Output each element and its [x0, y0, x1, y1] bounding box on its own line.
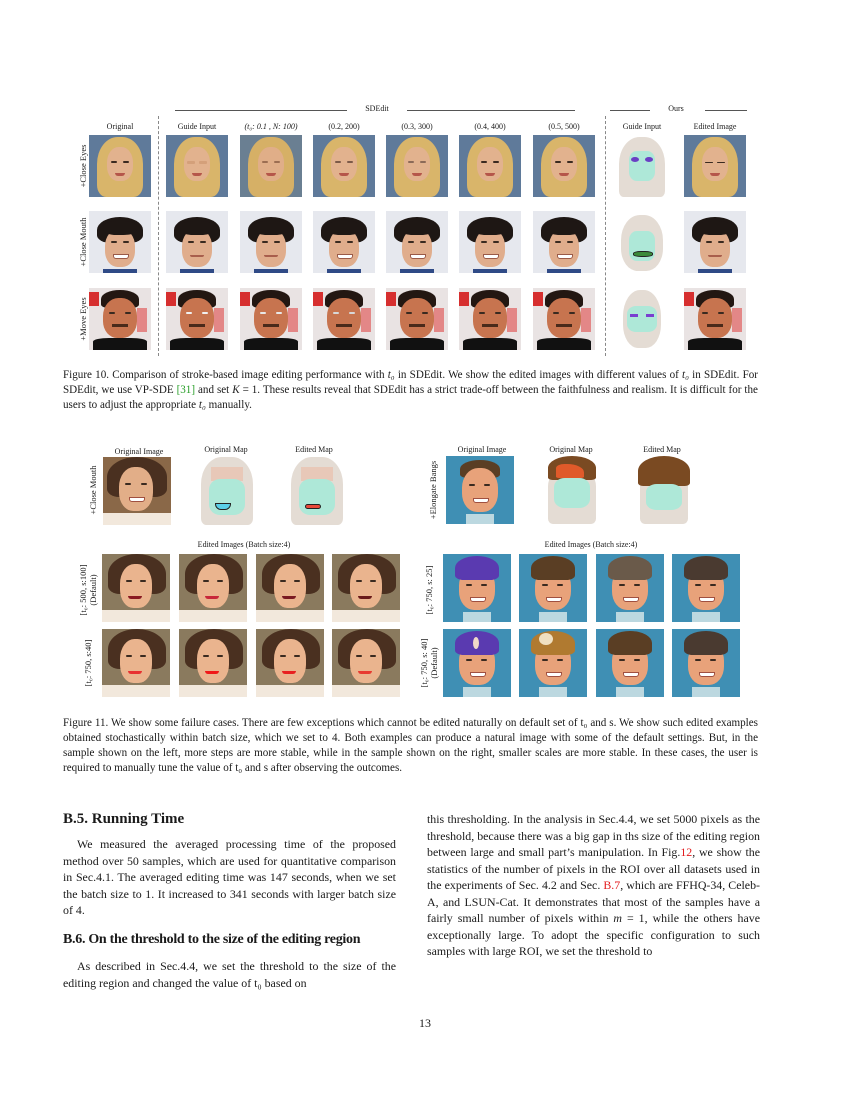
- f11-right-grid-r1-c3: [596, 554, 664, 622]
- fig10-img-r1-sdedit-0.5: [533, 135, 595, 197]
- f11-left-header-original-map: Original Map: [204, 445, 248, 454]
- sdedit-group-label: SDEdit: [365, 104, 389, 113]
- ours-rule-right: [705, 110, 747, 111]
- f11-left-header-edited-map: Edited Map: [295, 445, 333, 454]
- section-b5-heading: B.5. Running Time: [63, 811, 185, 827]
- section-b7-link[interactable]: B.7: [603, 878, 621, 892]
- fig10-img-r3-sdedit-0.4: [459, 288, 521, 350]
- fig10-img-r2-sdedit-0.4: [459, 211, 521, 273]
- f11-left-original-image: [103, 457, 171, 525]
- fig10-img-r2-sdedit-0.2: [313, 211, 375, 273]
- ours-rule-left: [610, 110, 650, 111]
- f11-left-batch-label: Edited Images (Batch size:4): [197, 540, 291, 549]
- separator-ours: [605, 116, 606, 356]
- f11-left-row-label: +Close Mouth: [88, 465, 99, 515]
- fig10-img-r3-sdedit-0.5: [533, 288, 595, 350]
- fig10-img-r2-original: [89, 211, 151, 273]
- f11-right-grid-r1-c2: [519, 554, 587, 622]
- fig10-img-r2-guide: [166, 211, 228, 273]
- col-header-original: Original: [106, 122, 134, 131]
- row-label-close-eyes: +Close Eyes: [78, 144, 89, 188]
- citation-link[interactable]: [31]: [176, 384, 196, 396]
- sdedit-rule-right: [407, 110, 575, 111]
- f11-right-header-original-map: Original Map: [549, 445, 593, 454]
- fig10-img-r1-sdedit-0.4: [459, 135, 521, 197]
- f11-left-grid-r1-c1: [102, 554, 170, 622]
- f11-right-original-map: [540, 456, 604, 524]
- f11-left-grid-row2-label: [t₀: 750, s:40]: [83, 639, 94, 687]
- f11-right-grid-row1-label: [t₀: 750, s: 25]: [424, 565, 435, 615]
- fig10-img-r2-sdedit-0.5: [533, 211, 595, 273]
- row-label-move-eyes: +Move Eyes: [78, 297, 89, 341]
- f11-left-header-original: Original Image: [114, 447, 164, 456]
- right-column-text: this thresholding. In the analysis in Sec.4.4, we set 5000 pixels as the threshold, because there was a big gap in ths size of the editing region between large and small part’s manipulation. In Fig.12, we show the statistics of the number of pixels in the ROI over all datasets used in the experiments of Sec. 4.2 and Sec. B.7, which are FFHQ-34, Celeb-A, and LSUN-Cat. It demonstrates that most of the samples have a fairly small number of pixels within m = 1, while the others have exceptionally large. To adopt the specific configuration to such samples with large ROI, we set the threshold to: [427, 812, 761, 958]
- fig10-img-r3-guide: [166, 288, 228, 350]
- fig10-img-r3-original: [89, 288, 151, 350]
- fig10-img-r1-guide: [166, 135, 228, 197]
- f11-right-grid-r2-c3: [596, 629, 664, 697]
- f11-left-grid-r1-c2: [179, 554, 247, 622]
- fig10-img-r1-original: [89, 135, 151, 197]
- f11-right-edited-map: [632, 456, 696, 524]
- fig10-img-r3-ours-edited: [684, 288, 746, 350]
- f11-right-grid-r2-c2: [519, 629, 587, 697]
- col-header-0.5: (0.5, 500): [548, 122, 580, 131]
- f11-left-grid-r2-c1: [102, 629, 170, 697]
- fig10-img-r2-sdedit-0.3: [386, 211, 448, 273]
- f11-right-grid-row2-label: [t₀: 750, s: 40] (Default): [419, 638, 439, 688]
- page-number: 13: [419, 1016, 431, 1030]
- f11-right-grid-r2-c4: [672, 629, 740, 697]
- f11-right-row-label: +Elongate Bangs: [428, 460, 439, 520]
- f11-left-grid-row1-label: [t₀: 500, s:100] (Default): [78, 564, 98, 616]
- f11-left-grid-r2-c2: [179, 629, 247, 697]
- figure-10-caption: Figure 10. Comparison of stroke-based image editing performance with t₀ in SDEdit. We show the edited images with different values of t₀ in SDEdit. For SDEdit, we use VP-SDE [31] and set K = 1. These results reveal that SDEdit has a strict trade-off between the faithfulness and realism. It is difficult for the users to adjust the appropriate t₀ manually.: [63, 369, 758, 411]
- separator-original: [158, 116, 159, 356]
- section-b6-heading: B.6. On the threshold to the size of the editing region: [63, 932, 361, 947]
- f11-right-batch-label: Edited Images (Batch size:4): [544, 540, 638, 549]
- fig10-img-r3-ours-guide-map: [611, 288, 673, 350]
- col-header-t0-0.1: (t₀: 0.1 , N: 100): [244, 122, 298, 131]
- f11-right-grid-r1-c4: [672, 554, 740, 622]
- fig10-img-r1-ours-edited: [684, 135, 746, 197]
- fig-12-link[interactable]: 12: [680, 845, 693, 859]
- col-header-0.3: (0.3, 300): [401, 122, 433, 131]
- col-header-guide-input: Guide Input: [177, 122, 217, 131]
- sdedit-rule-left: [175, 110, 347, 111]
- f11-left-grid-r1-c3: [256, 554, 324, 622]
- f11-left-edited-map: [285, 457, 349, 525]
- f11-right-header-original: Original Image: [457, 445, 507, 454]
- col-header-ours-guide-input: Guide Input: [622, 122, 662, 131]
- f11-left-grid-r2-c3: [256, 629, 324, 697]
- fig10-img-r2-ours-guide-map: [611, 211, 673, 273]
- f11-right-grid-r2-c1: [443, 629, 511, 697]
- col-header-edited-image: Edited Image: [693, 122, 737, 131]
- fig10-img-r1-sdedit-0.1: [240, 135, 302, 197]
- fig10-img-r3-sdedit-0.3: [386, 288, 448, 350]
- row-label-close-mouth: +Close Mouth: [78, 217, 89, 267]
- fig10-img-r1-sdedit-0.2: [313, 135, 375, 197]
- fig10-img-r1-sdedit-0.3: [386, 135, 448, 197]
- col-header-0.2: (0.2, 200): [328, 122, 360, 131]
- fig10-img-r2-ours-edited: [684, 211, 746, 273]
- fig10-img-r2-sdedit-0.1: [240, 211, 302, 273]
- ours-group-label: Ours: [668, 104, 684, 113]
- fig10-img-r3-sdedit-0.1: [240, 288, 302, 350]
- col-header-0.4: (0.4, 400): [474, 122, 506, 131]
- f11-right-grid-r1-c1: [443, 554, 511, 622]
- fig10-img-r1-ours-guide-map: [611, 135, 673, 197]
- f11-left-grid-r1-c4: [332, 554, 400, 622]
- f11-right-original-image: [446, 456, 514, 524]
- f11-right-header-edited-map: Edited Map: [643, 445, 681, 454]
- fig10-img-r3-sdedit-0.2: [313, 288, 375, 350]
- f11-left-original-map: [195, 457, 259, 525]
- f11-left-grid-r2-c4: [332, 629, 400, 697]
- section-b6-body: As described in Sec.4.4, we set the threshold to the size of the editing region and changed the value of t₀ based on: [63, 959, 396, 990]
- section-b5-body: We measured the averaged processing time of the proposed method over 50 samples, which are used for quantitative comparison in Sec.4.1. The averaged editing time was 147 seconds, when we set the batch size to 1. It increased to 341 seconds with larger batch size of 4.: [63, 837, 396, 917]
- figure-11-caption: Figure 11. We show some failure cases. There are few exceptions which cannot be edited naturally on default set of t₀ and s. We show such edited examples obtained stochastically within batch size, which we set to 4. Both examples can produce a natural image with some of the default settings. But, in the sample shown on the left, more steps are more stable, while in the sample shown on the right, smaller scales are more stable. In these cases, the user is required to manually tune the value of t₀ and s after observing the outcomes.: [63, 717, 758, 774]
